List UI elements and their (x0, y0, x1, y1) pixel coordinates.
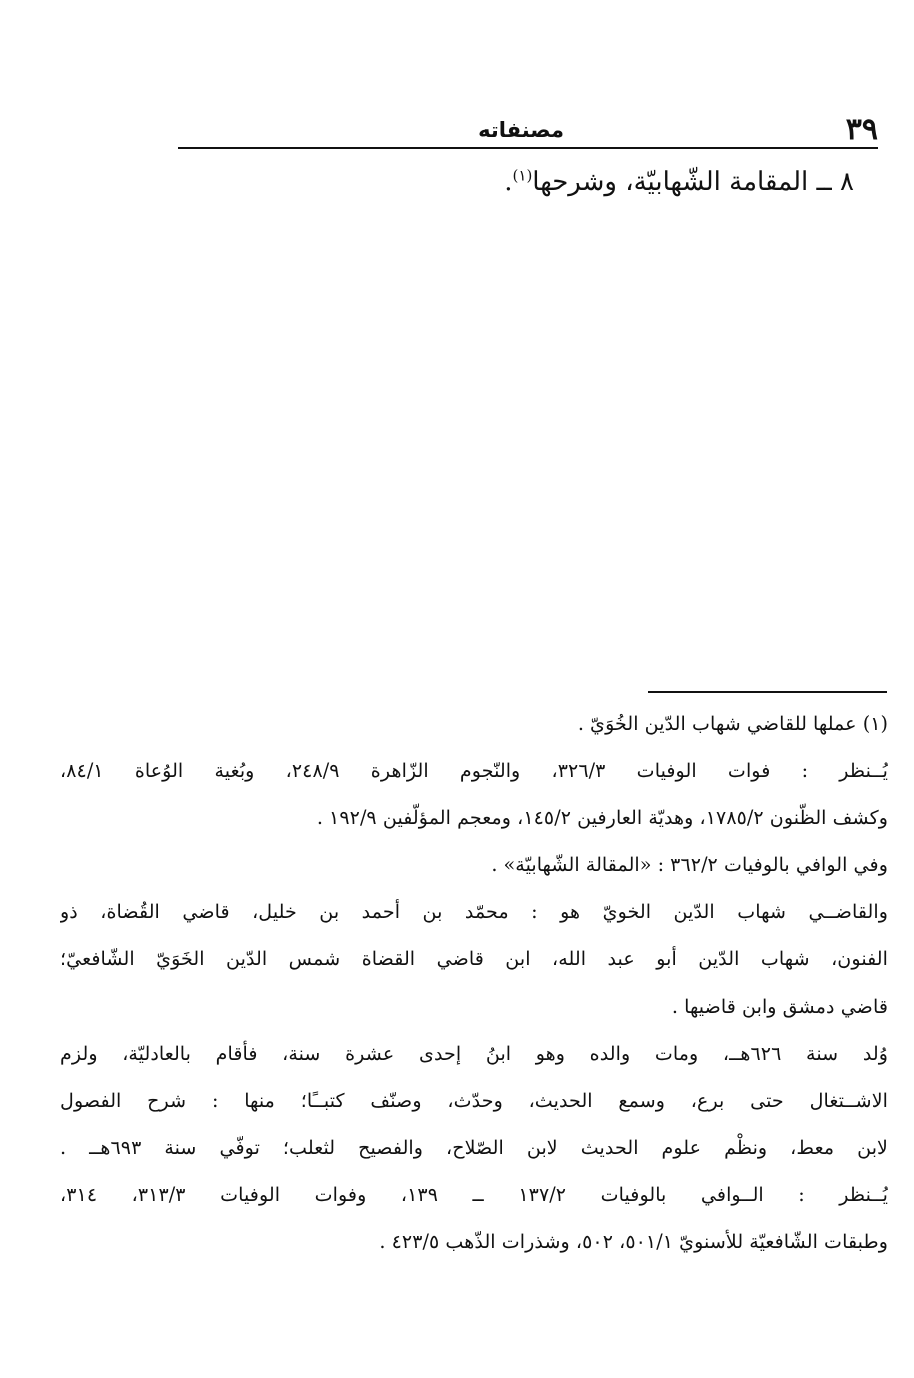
page-number: ٣٩ (845, 112, 878, 147)
footnote-line: يُــنظر : فوات الوفيات ٣٢٦/٣، والنّجوم الزّاهرة ٢٤٨/٩، وبُغية الوُعاة ٨٤/١، (60, 759, 888, 783)
page-header (178, 112, 878, 148)
item-end-punctuation: . (504, 167, 513, 197)
footnotes-block (60, 707, 888, 1272)
footnote-line: لابن معط، ونظْم علوم الحديث لابن الصّلاح، والفصيح لثعلب؛ توفّي سنة ٦٩٣هــ . (60, 1135, 888, 1159)
footnote-line: وُلد سنة ٦٢٦هــ، ومات والده وهو ابنُ إحدى عشرة سنة، فأقام بالعادليّة، ولزم (60, 1041, 888, 1065)
main-text-item (154, 162, 854, 202)
footnote-line: الاشــتغال حتى برع، وسمع الحديث، وحدّث، وصنّف كتبــًا؛ منها : شرح الفصول (60, 1088, 888, 1112)
footnote-line: قاضي دمشق وابن قاضيها . (671, 994, 888, 1018)
footnote-line: وفي الوافي بالوفيات ٣٦٢/٢ : «المقالة الشّهابيّة» . (491, 853, 888, 877)
footnote-line: وطبقات الشّافعيّة للأسنويّ ٥٠١/١، ٥٠٢، وشذرات الذّهب ٤٢٣/٥ . (379, 1230, 888, 1254)
item-text: ٨ ــ المقامة الشّهابيّة، وشرحها (532, 167, 854, 197)
footnote-line: الفنون، شهاب الدّين أبو عبد الله، ابن قاضي القضاة شمس الدّين الخَوَيّ الشّافعيّ؛ (60, 947, 888, 971)
footnote-line: والقاضــي شهاب الدّين الخويّ هو : محمّد بن أحمد بن خليل، قاضي القُضاة، ذو (60, 900, 888, 924)
running-title: مصنفاته (478, 118, 564, 142)
footnote-divider (648, 691, 887, 693)
footnote-line: (١) عملها للقاضي شهاب الدّين الخُوَيّ . (577, 712, 888, 735)
header-divider (178, 147, 878, 149)
footnote-line: يُــنظر : الــوافي بالوفيات ١٣٧/٢ ــ ١٣٩، وفوات الوفيات ٣١٣/٣، ٣١٤، (60, 1182, 888, 1206)
footnote-line: وكشف الظّنون ١٧٨٥/٢، وهديّة العارفين ١٤٥/٢، ومعجم المؤلّفين ١٩٢/٩ . (316, 806, 888, 830)
footnote-reference: (١) (512, 166, 533, 185)
